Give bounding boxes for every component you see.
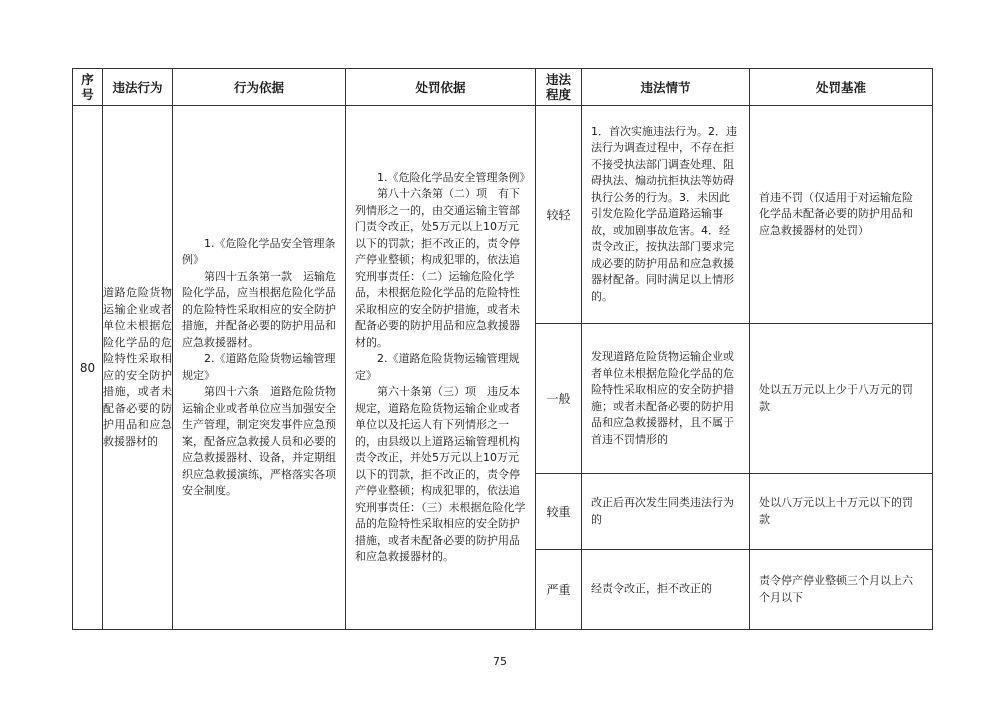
penalty-standard-table [72,68,933,630]
degree-general: 一般 [536,324,582,474]
circumstance-light: 1．首次实施违法行为。2．违法行为调查过程中，不存在拒不接受执法部门调查处理、阻碍执法、煽动抗拒执法等妨碍执行公务的行为。3．未因此引发危险化学品道路运输事故，或加剧事故危害。4．经责令改正，按执法部门要求完成必要的防护用品和应急救援器材配备。同时满足以上情形的。 [582,106,750,324]
penalty-law-2: 2.《道路危险货物运输管理规定》 [355,352,520,382]
penalty-article-1: 第八十六条第（二）项 有下列情形之一的，由交通运输主管部门责令改正，处5万元以上10万元以下的罚款；拒不改正的，责令停产停业整顿；构成犯罪的，依法追究刑事责任：（二）运输危险化学品，未根据危险化学品的危险特性采取相应的安全防护措施，或者未配备必要的防护用品和应急救援器材的。 [355,187,520,349]
standard-general: 处以五万元以上少于八万元的罚款 [750,324,933,474]
circumstance-general: 发现道路危险货物运输企业或者单位未根据危险化学品的危险特性采取相应的安全防护措施；或者未配备必要的防护用品和应急救援器材，且不属于首违不罚情形的 [582,324,750,474]
header-degree: 违法程度 [536,69,582,106]
header-circumstance: 违法情节 [582,69,750,106]
behavior-basis [173,106,346,630]
violation-act: 道路危险货物运输企业或者单位未根据危险化学品的危险特性采取相应的安全防护措施，或者未配备必要的防护用品和应急救援器材的 [103,106,173,630]
penalty-law-1: 1.《危险化学品安全管理条例》 [377,170,531,184]
penalty-article-2: 第六十条第（三）项 违反本规定，道路危险货物运输企业或者单位以及托运人有下列情形之一的，由县级以上道路运输管理机构责令改正，并处5万元以上10万元以下的罚款，拒不改正的，责令停产停业整顿；构成犯罪的，依法追究刑事责任：（三）未根据危险化学品的危险特性采取相应的安全防护措施，或者未配备必要的防护用品和应急救援器材的。 [355,385,526,563]
header-act: 违法行为 [103,69,173,106]
header-basis: 行为依据 [173,69,346,106]
degree-serious: 较重 [536,474,582,550]
circumstance-serious: 改正后再次发生同类违法行为的 [582,474,750,550]
header-penalty-basis: 处罚依据 [346,69,536,106]
standard-light: 首违不罚（仅适用于对运输危险化学品未配备必要的防护用品和应急救援器材的处罚） [750,106,933,324]
standard-severe: 责令停产停业整顿三个月以上六个月以下 [750,550,933,630]
basis-article-1: 第四十五条第一款 运输危险化学品，应当根据危险化学品的危险特性采取相应的安全防护措施，并配备必要的防护用品和应急救援器材。 [182,269,336,349]
header-standard: 处罚基准 [750,69,933,106]
degree-severe: 严重 [536,550,582,630]
penalty-basis [346,106,536,630]
basis-law-2: 2.《道路危险货物运输管理规定》 [182,352,336,382]
page-number: 75 [493,655,507,668]
basis-article-2: 第四十六条 道路危险货物运输企业或者单位应当加强安全生产管理，制定突发事件应急预案，配备应急救援人员和必要的应急救援器材、设备，并定期组织应急救援演练，严格落实各项安全制度。 [182,385,336,497]
header-row [73,69,933,106]
degree-light: 较轻 [536,106,582,324]
circumstance-severe: 经责令改正，拒不改正的 [582,550,750,630]
standard-serious: 处以八万元以上十万元以下的罚款 [750,474,933,550]
table-row [73,106,933,324]
row-number: 80 [73,106,103,630]
basis-law-1: 1.《危险化学品安全管理条例》 [182,236,336,266]
header-no: 序号 [73,69,103,106]
